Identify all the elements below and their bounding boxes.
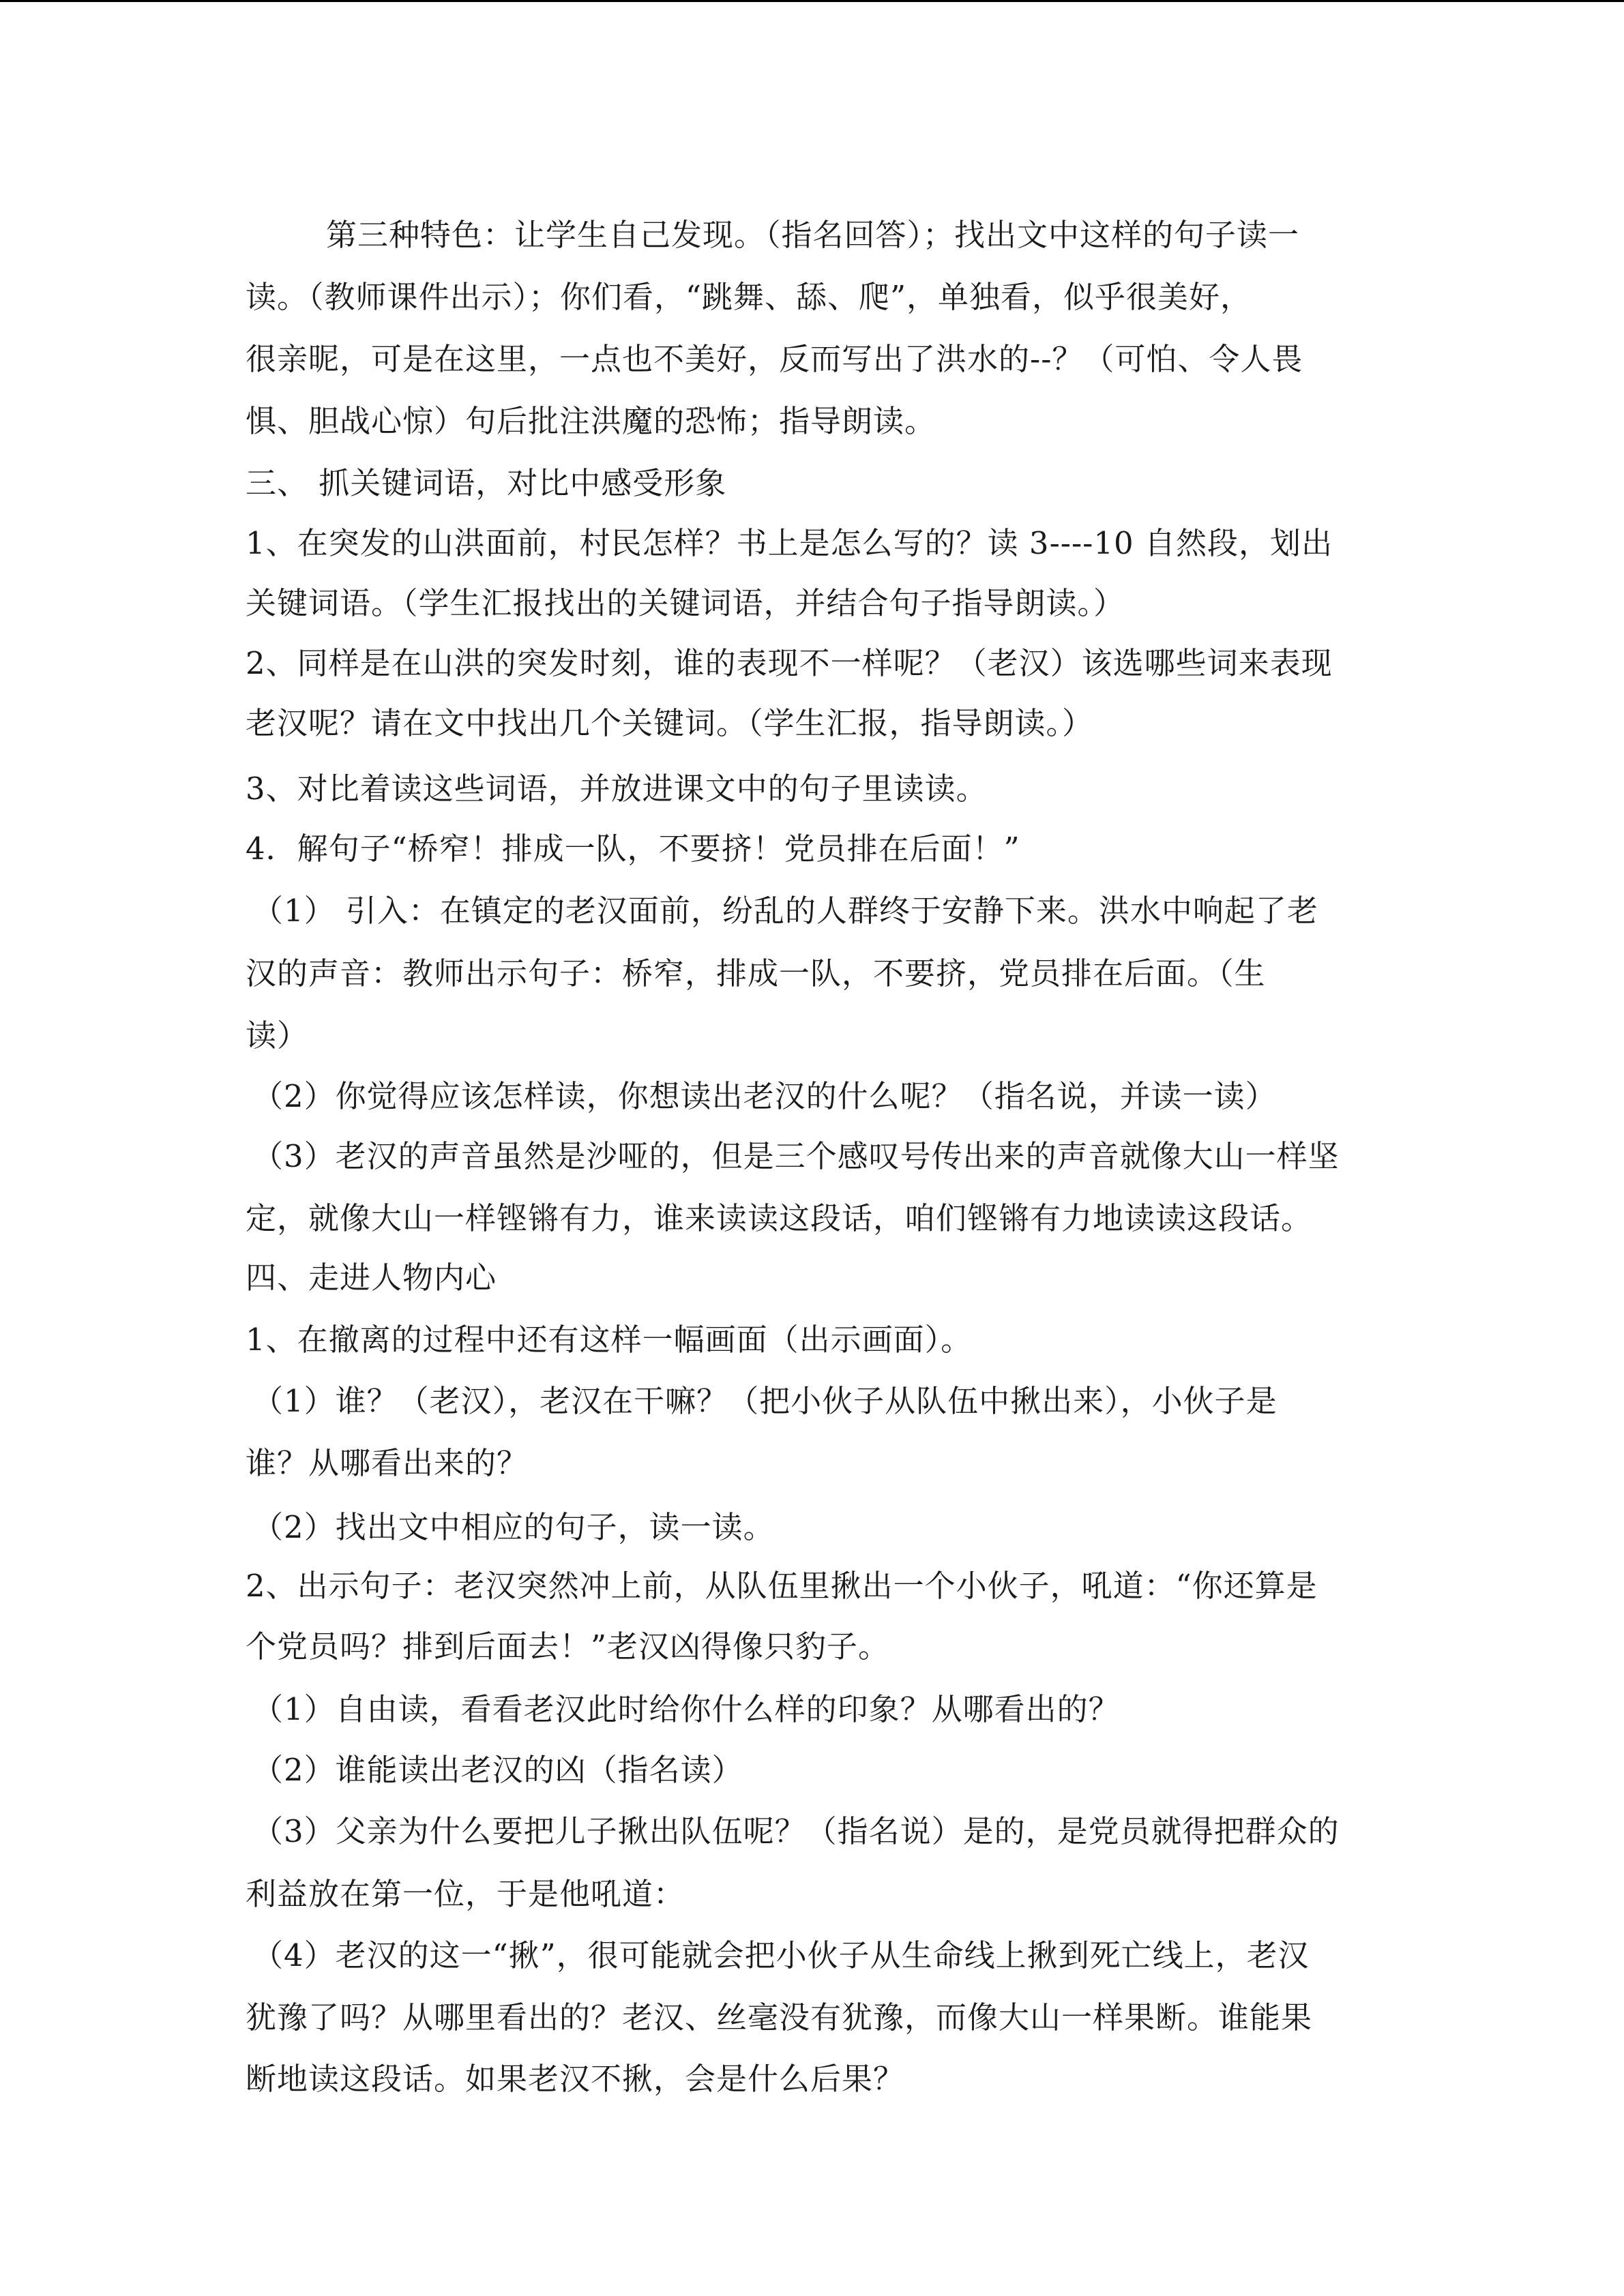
paragraph-line: 读） <box>246 1017 309 1054</box>
paragraph-line: （3）老汉的声音虽然是沙哑的，但是三个感叹号传出来的声音就像大山一样坚 <box>252 1138 1340 1174</box>
paragraph-line: （3）父亲为什么要把儿子揪出队伍呢？（指名说）是的，是党员就得把群众的 <box>252 1813 1340 1849</box>
section-heading: 三、 抓关键词语，对比中感受形象 <box>246 465 727 501</box>
paragraph-line: 2、出示句子：老汉突然冲上前，从队伍里揪出一个小伙子，吼道：“你还算是 <box>246 1568 1318 1604</box>
paragraph-line: 个党员吗？排到后面去！”老汉凶得像只豹子。 <box>246 1628 890 1665</box>
paragraph-line: 利益放在第一位，于是他吼道： <box>246 1876 685 1912</box>
paragraph-line: （1）自由读，看看老汉此时给你什么样的印象？从哪看出的？ <box>252 1691 1120 1727</box>
paragraph-line: （2）谁能读出老汉的凶（指名读） <box>252 1752 743 1788</box>
paragraph-line: （2）找出文中相应的句子，读一读。 <box>252 1509 775 1545</box>
paragraph-line: 断地读这段话。如果老汉不揪，会是什么后果？ <box>246 2061 905 2097</box>
paragraph-line: 4．解句子“桥窄！排成一队，不要挤！党员排在后面！” <box>246 831 1020 867</box>
paragraph-line: 很亲昵，可是在这里，一点也不美好，反而写出了洪水的--？（可怕、令人畏 <box>246 341 1303 377</box>
paragraph-line: 汉的声音：教师出示句子：桥窄，排成一队，不要挤，党员排在后面。（生 <box>246 955 1266 992</box>
paragraph-line: 1、在突发的山洪面前，村民怎样？书上是怎么写的？读 3----10 自然段，划出 <box>246 525 1333 561</box>
paragraph-line: 老汉呢？请在文中找出几个关键词。（学生汇报，指导朗读。） <box>246 705 1094 741</box>
paragraph-line: 读。（教师课件出示）；你们看，“跳舞、舔、爬”，单独看，似乎很美好， <box>246 279 1252 315</box>
paragraph-line: （2）你觉得应该怎样读，你想读出老汉的什么呢？（指名说，并读一读） <box>252 1078 1277 1114</box>
paragraph-line: 谁？从哪看出来的？ <box>246 1445 529 1481</box>
paragraph-line: 定，就像大山一样铿锵有力，谁来读读这段话，咱们铿锵有力地读读这段话。 <box>246 1200 1313 1236</box>
paragraph-line: （1） 引入：在镇定的老汉面前，纷乱的人群终于安静下来。洪水中响起了老 <box>252 893 1318 929</box>
paragraph-line: （4）老汉的这一“揪”，很可能就会把小伙子从生命线上揪到死亡线上，老汉 <box>252 1937 1310 1973</box>
paragraph-line: 关键词语。（学生汇报找出的关键词语，并结合句子指导朗读。） <box>246 585 1125 621</box>
paragraph-line: 第三种特色：让学生自己发现。（指名回答）；找出文中这样的句子读一 <box>326 217 1300 253</box>
paragraph-line: 惧、胆战心惊）句后批注洪魔的恐怖；指导朗读。 <box>246 403 936 439</box>
paragraph-line: 1、在撤离的过程中还有这样一幅画面（出示画面）。 <box>246 1322 973 1358</box>
paragraph-line: 2、同样是在山洪的突发时刻，谁的表现不一样呢？（老汉）该选哪些词来表现 <box>246 645 1333 681</box>
section-heading: 四、走进人物内心 <box>246 1259 497 1296</box>
paragraph-line: 3、对比着读这些词语，并放进课文中的句子里读读。 <box>246 771 988 807</box>
paragraph-line: 犹豫了吗？从哪里看出的？老汉、丝毫没有犹豫，而像大山一样果断。谁能果 <box>246 1999 1313 2036</box>
paragraph-line: （1）谁？（老汉），老汉在干嘛？（把小伙子从队伍中揪出来），小伙子是 <box>252 1383 1278 1419</box>
